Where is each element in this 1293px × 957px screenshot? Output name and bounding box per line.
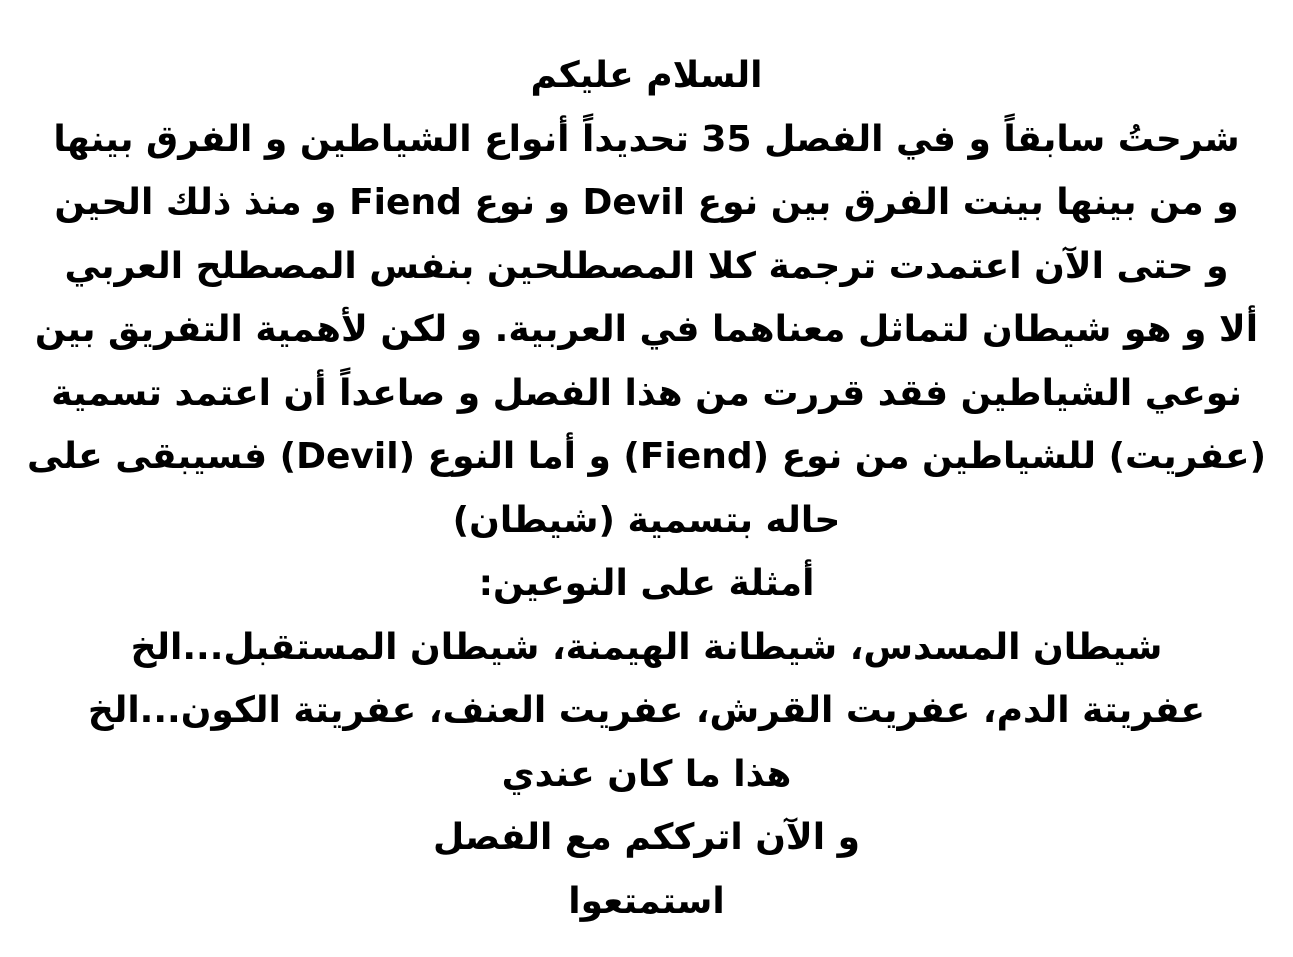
translator-note-text [20,44,1273,933]
greeting-line: السلام عليكم [530,55,763,96]
closing-line: هذا ما كان عندي [501,753,792,795]
devil-examples-line: شيطان المسدس، شيطانة الهيمنة، شيطان المستقبل...الخ [130,626,1163,668]
note-line: حاله بتسمية (شيطان) [452,499,841,541]
note-line: ألا و هو شيطان لتماثل معناهما في العربية. و لكن لأهمية التفريق بين [34,309,1259,350]
note-line: و من بينها بينت الفرق بين نوع Devil و نوع Fiend و منذ ذلك الحين [54,182,1239,223]
note-line: شرحتُ سابقاً و في الفصل 35 تحديداً أنواع الشياطين و الفرق بينها [53,118,1240,160]
closing-line: استمتعوا [568,880,725,922]
note-line: نوعي الشياطين فقد قررت من هذا الفصل و صاعداً أن اعتمد تسمية [51,372,1242,414]
examples-heading: أمثلة على النوعين: [478,563,815,604]
note-line: (عفريت) للشياطين من نوع (Fiend) و أما النوع (Devil) فسيبقى على [26,436,1267,477]
fiend-examples-line: عفريتة الدم، عفريت القرش، عفريت العنف، عفريتة الكون...الخ [87,690,1206,731]
closing-line: و الآن اترككم مع الفصل [433,817,860,858]
note-line: و حتى الآن اعتمدت ترجمة كلا المصطلحين بنفس المصطلح العربي [64,245,1229,287]
